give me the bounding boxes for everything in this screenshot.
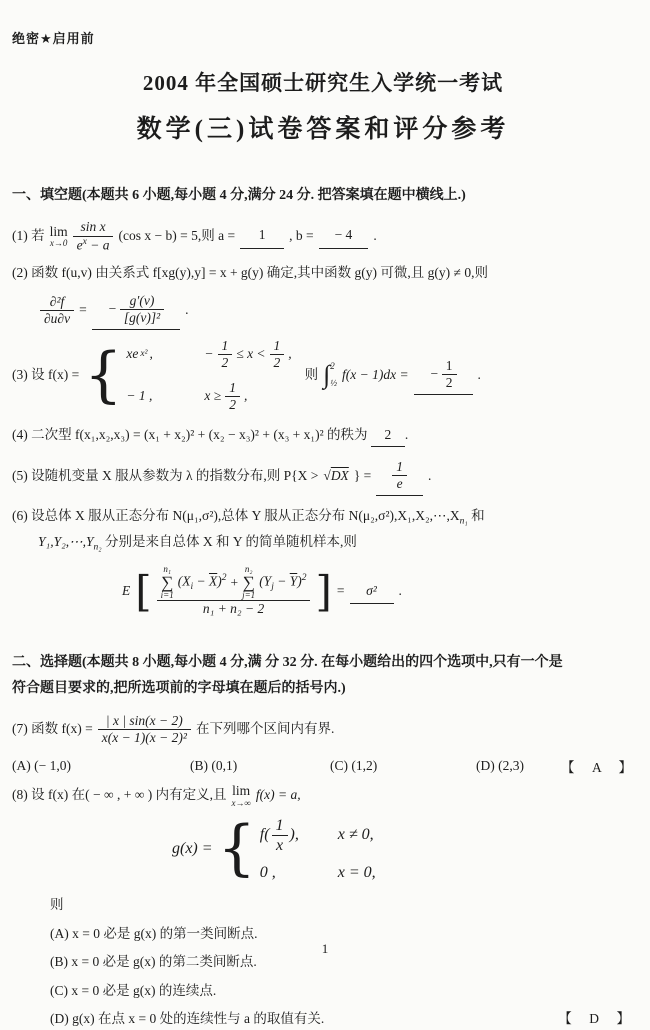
q6-main-fraction <box>157 565 311 617</box>
q3-case-1 <box>126 338 291 371</box>
integral-sign: ∫ <box>323 360 331 390</box>
q8-option-d: (D) g(x) 在点 x = 0 处的连续性与 a 的取值有关. <box>50 1011 325 1027</box>
question-6 <box>12 506 634 618</box>
q7-fraction <box>98 713 191 746</box>
sum2-lower: j=1 <box>242 590 256 601</box>
term1-open: (X <box>177 573 191 589</box>
section2-header-line2: 符合题目要求的,把所选项前的字母填在题后的括号内.) <box>12 681 346 697</box>
plus-sign: + <box>230 574 239 590</box>
one-half-fraction <box>218 338 233 371</box>
q8-option-c: (C) x = 0 必是 g(x) 的连续点. <box>50 982 217 998</box>
q8-case2-value: 0 , <box>259 864 276 882</box>
term1-minus: − <box>193 573 209 589</box>
sqrt-argument: DX <box>330 467 349 483</box>
q5-answer-blank <box>376 457 423 495</box>
sum-operator-1 <box>161 565 174 600</box>
lim-subscript: x→∞ <box>231 797 251 808</box>
question-3 <box>12 338 634 414</box>
q3-integrand-text: f(x − 1)dx = <box>342 366 409 382</box>
q3-then-text: 则 <box>304 366 319 382</box>
q5-ans-den: e <box>392 475 407 492</box>
q8-case1-value <box>260 816 338 855</box>
sqrt-sign: √ <box>323 467 331 483</box>
q8-case1-condition: x ≠ 0, <box>337 826 374 844</box>
section1-header: 一、填空题(本题共 6 小题,每小题 4 分,满分 24 分. 把答案填在题中横线上.) <box>12 188 466 203</box>
q7-frac-numerator: | x | sin(x − 2) <box>105 712 183 728</box>
sum-operator-2 <box>242 565 255 600</box>
q6-line2-subscript: n₂ <box>93 542 102 553</box>
q7-answer-bracket: 【 A 】 <box>560 760 634 776</box>
lim-word: lim <box>232 783 251 799</box>
left-brace: { <box>84 339 123 410</box>
q8-option-d-row <box>50 1008 634 1030</box>
lim-subscript: x→0 <box>49 238 68 249</box>
term2-open: (Y <box>259 573 272 589</box>
q1-frac-numerator: sin x <box>80 219 106 235</box>
q8-case-2 <box>260 864 376 882</box>
q3-cond1-sign: − <box>204 345 214 361</box>
question-1 <box>12 219 634 253</box>
one-half-fraction <box>270 338 285 371</box>
q7-options-row <box>12 756 634 776</box>
q7-option-a: (A) (− 1,0) <box>12 758 71 774</box>
sum1-lower: i=1 <box>160 590 174 601</box>
q3-cond1-comma: , <box>288 345 292 361</box>
q8-intro-text: (8) 设 f(x) 在( − ∞ , + ∞ ) 内有定义,且 <box>12 787 227 803</box>
term2-square: 2 <box>301 572 307 583</box>
term1-mean: $\overline{X}$ <box>208 573 218 589</box>
half-den: 2 <box>218 354 233 371</box>
q4-period: . <box>404 427 409 443</box>
half-num: 1 <box>229 379 236 395</box>
left-brace: { <box>217 813 256 884</box>
q2-answer-denominator: [g(v)]² <box>120 309 164 326</box>
term1-close: ) <box>217 573 222 589</box>
q4-answer-blank: 2 <box>371 425 405 447</box>
q3-cond1-mid: ≤ x < <box>236 345 266 361</box>
q5-prefix-text: (5) 设随机变量 X 服从参数为 λ 的指数分布,则 P{X > <box>12 467 319 483</box>
q3-answer-blank <box>414 356 473 394</box>
q8-case1-den: x <box>272 835 288 855</box>
q8-option-a: (A) x = 0 必是 g(x) 的第一类间断点. <box>50 925 258 941</box>
section2-header-line1: 二、选择题(本题共 8 小题,每小题 4 分,满 分 32 分. 在每小题给出的四个选项中,只有一个是 <box>12 654 563 670</box>
classification-label: 绝密★启用前 <box>12 31 95 46</box>
q6-line2 <box>38 532 634 555</box>
q6-formula <box>122 565 634 617</box>
limit-operator <box>231 784 250 808</box>
q2-answer-numerator: g′(v) <box>129 293 155 309</box>
q1-den-base: e <box>76 237 83 253</box>
q6-equals: = <box>336 583 345 599</box>
q1-den-exponent: x <box>82 236 87 247</box>
one-over-x-fraction <box>272 816 288 855</box>
q1-answer-blank-a: 1 <box>240 223 284 249</box>
q2-lhs-numerator: ∂²f <box>49 293 65 309</box>
q3-ans-den: 2 <box>442 374 457 391</box>
q3-case1-comma: , <box>149 345 153 361</box>
q6-term-1 <box>178 573 227 594</box>
q8-intro-rest: f(x) = a, <box>255 787 301 803</box>
q1-mid-text: (cos x − b) = 5,则 a = <box>118 227 236 243</box>
section2-header <box>12 650 634 703</box>
q8-case1-close: ), <box>289 826 299 844</box>
q5-answer-fraction <box>392 459 407 492</box>
q2-answer-fraction <box>120 293 164 326</box>
sqrt-expression <box>323 466 348 487</box>
q6-main-numerator <box>157 565 311 600</box>
q1-den-rest: − a <box>86 237 110 253</box>
q2-formula <box>40 291 634 329</box>
question-8 <box>12 784 634 808</box>
q7-option-b: (B) (0,1) <box>190 758 238 774</box>
q3-case1-condition <box>204 338 291 371</box>
q1-prefix-text: (1) 若 <box>12 227 45 243</box>
q1-mid2-text: , b = <box>289 227 314 243</box>
q3-answer-sign: − <box>429 366 439 382</box>
question-7 <box>12 713 634 746</box>
q8-case2-condition: x = 0, <box>337 864 376 882</box>
integral-upper-limit: 2 <box>330 361 335 372</box>
exam-title-line1: 2004 年全国硕士研究生入学统一考试 <box>142 71 504 95</box>
q6-line1-subscript: n₁ <box>459 516 468 527</box>
q3-cond2-pre: x ≥ <box>204 388 222 404</box>
one-half-fraction <box>225 380 240 413</box>
expectation-symbol: E <box>122 583 131 599</box>
term2-mean: $\overline{Y}$ <box>289 573 298 589</box>
q4-statement-text: (4) 二次型 f(x₁,x₂,x₃) = (x₁ + x₂)² + (x₂ − x₃)² + (x₃ + x₁)² 的秩为 <box>12 427 368 443</box>
q6-answer-blank: σ² <box>350 579 394 605</box>
q6-line1 <box>12 506 634 529</box>
right-bracket: ] <box>315 566 332 616</box>
q2-equals: = <box>79 301 87 317</box>
sum1-upper: n₁ <box>163 564 171 575</box>
q3-piecewise <box>84 338 291 414</box>
q8-option-b: (B) x = 0 必是 g(x) 的第二类间断点. <box>50 954 257 970</box>
integral-limits <box>330 360 337 390</box>
q3-case1-value <box>126 344 204 365</box>
q3-case-2 <box>126 380 291 413</box>
q3-cond2-comma: , <box>243 388 248 404</box>
q6-line1-rest: 和 <box>467 507 485 523</box>
term2-minus: − <box>273 573 290 589</box>
lim-word: lim <box>49 223 68 239</box>
q2-answer-blank <box>92 291 180 329</box>
q5-ans-num: 1 <box>396 459 404 475</box>
q8-case-1 <box>260 816 376 855</box>
term1-square: 2 <box>221 572 227 583</box>
q2-lhs-fraction <box>40 294 74 327</box>
q5-period: . <box>428 467 432 483</box>
q3-cases <box>126 338 291 414</box>
q2-period: . <box>185 301 189 317</box>
q7-suffix-text: 在下列哪个区间内有界. <box>195 721 335 737</box>
q6-line2-rest: 分别是来自总体 X 和 Y 的简单随机样本,则 <box>101 534 357 550</box>
sum2-sigma: ∑ <box>242 573 255 593</box>
half-den: 2 <box>270 354 285 371</box>
q8-cases <box>260 816 376 882</box>
q5-mid-text: } = <box>353 467 372 483</box>
q3-case2-value: − 1 , <box>126 388 153 404</box>
q3-answer-fraction <box>442 358 457 391</box>
q7-option-d: (D) (2,3) <box>476 758 524 774</box>
page-number: 1 <box>321 941 329 956</box>
q8-then-text: 则 <box>50 897 64 913</box>
q3-case2-condition <box>204 380 247 413</box>
q8-case1-open: f( <box>259 826 270 844</box>
q7-option-c: (C) (1,2) <box>330 758 378 774</box>
term2-close: ) <box>297 573 302 589</box>
q8-case1-num: 1 <box>275 816 284 834</box>
q2-lhs-denominator: ∂u∂v <box>40 310 74 327</box>
q1-fraction <box>73 219 114 253</box>
q1-frac-denominator <box>73 236 114 254</box>
q6-line1-text: (6) 设总体 X 服从正态分布 N(μ₁,σ²),总体 Y 服从正态分布 N(μ₂,σ²),X₁,X₂,⋯,X <box>12 507 460 523</box>
q1-answer-blank-b: − 4 <box>319 223 369 249</box>
integral-lower-limit: ½ <box>330 377 338 388</box>
q6-main-denominator: n₁ + n₂ − 2 <box>157 600 311 617</box>
question-5 <box>12 457 634 495</box>
q8-definition <box>172 813 634 884</box>
question-4 <box>12 425 634 447</box>
q6-line2-text: Y₁,Y₂,⋯,Y <box>38 534 94 550</box>
q7-prefix-text: (7) 函数 f(x) = <box>12 721 93 737</box>
q6-term-2 <box>259 573 306 594</box>
integral-operator <box>323 360 337 390</box>
q3-case1-base: xe <box>126 345 139 361</box>
half-num: 1 <box>221 337 229 353</box>
limit-operator <box>50 225 68 249</box>
q3-prefix-text: (3) 设 f(x) = <box>12 366 80 382</box>
exam-title-line2: 数学(三)试卷答案和评分参考 <box>136 116 510 143</box>
q6-period: . <box>398 583 402 599</box>
q3-case1-exponent: x² <box>140 348 148 359</box>
sum2-upper: n₂ <box>244 564 253 575</box>
half-num: 1 <box>273 337 281 353</box>
term1-index: i <box>190 581 194 592</box>
q2-answer-sign: − <box>107 301 117 317</box>
question-2 <box>12 263 634 329</box>
q8-lhs: g(x) = <box>172 839 213 857</box>
q3-ans-num: 1 <box>445 358 453 374</box>
q3-period: . <box>477 366 481 382</box>
sum1-sigma: ∑ <box>161 573 174 593</box>
q2-statement-text: (2) 函数 f(u,v) 由关系式 f[xg(y),y] = x + g(y) 确定,其中函数 g(y) 可微,且 g(y) ≠ 0,则 <box>12 265 488 281</box>
left-bracket: [ <box>135 566 152 616</box>
q7-frac-denominator: x(x − 1)(x − 2)² <box>98 729 191 746</box>
q1-period: . <box>373 227 377 243</box>
term2-index: j <box>271 581 274 592</box>
q8-piecewise <box>217 813 376 884</box>
half-den: 2 <box>225 396 240 413</box>
q8-answer-bracket: 【 D 】 <box>558 1011 632 1027</box>
